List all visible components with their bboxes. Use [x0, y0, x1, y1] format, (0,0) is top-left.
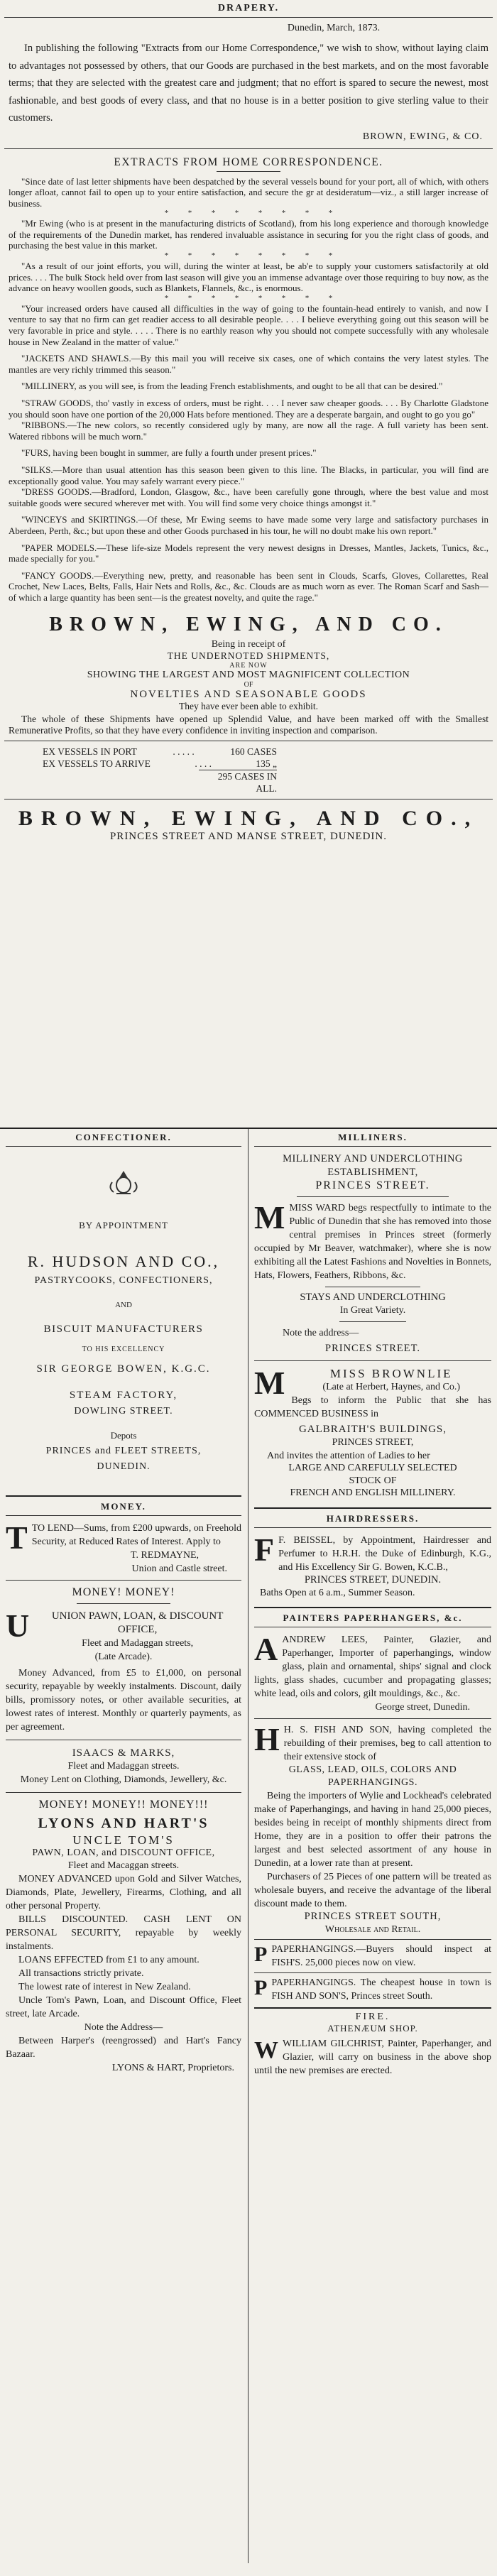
divider — [254, 1507, 491, 1509]
fish-text: H. S. FISH AND SON, having completed the rebuilding of their premises, beg to call attention to their extensive stock of — [283, 1725, 491, 1762]
large-stock: LARGE AND CAREFULLY SELECTED — [288, 1463, 457, 1473]
divider — [254, 1939, 491, 1940]
extract-paragraph: "As a result of our joint efforts, you will, during the winter at least, be ab'e to supply your customers satisfactorily at old prices. . . . The bulk Stock held over from last season will give you an immense advantage over those requiring to buy now, as the advance on heavy woollen goods, such as Blankets, Flannels, &c., is enormous. — [9, 261, 488, 294]
biscuit: BISCUIT MANUFACTURERS — [43, 1324, 204, 1335]
cases-dots: . . . . — [195, 758, 212, 769]
miss-ward-text: MISS WARD begs respectfully to intimate to the Public of Dunedin that she has removed into those central premises in Princes street (formerly occupied by Mr Beaver, watchmaker), where she is now exhibiting all the Latest Fashions and Novelties in Bonnets, Hats, Flowers, Feathers, Ribbons, &c. — [254, 1203, 492, 1281]
divider — [254, 2007, 491, 2009]
money-money: MONEY! MONEY! — [72, 1586, 175, 1598]
novelties: NOVELTIES AND SEASONABLE GOODS — [130, 688, 367, 700]
hairdressers-header: HAIRDRESSERS. — [326, 1513, 420, 1524]
dowling: DOWLING STREET. — [74, 1406, 173, 1417]
cases-label: EX VESSELS TO ARRIVE — [43, 758, 151, 769]
cases-total: 295 CASES IN ALL. — [199, 770, 277, 795]
cases-value: 160 CASES — [230, 746, 277, 757]
of: OF — [244, 680, 253, 689]
divider — [6, 1146, 241, 1147]
extract-paragraph: "JACKETS AND SHAWLS.—By this mail you will receive six cases, one of which contains the very latest styles. The mantles are very richly trimmed this season." — [9, 353, 488, 375]
governor: SIR GEORGE BOWEN, K.G.C. — [36, 1363, 211, 1375]
section-divider — [0, 1128, 497, 1129]
divider — [254, 1527, 491, 1528]
receipt-line: Being in receipt of — [211, 638, 286, 650]
divider — [6, 1792, 241, 1793]
dropcap: T — [6, 1519, 28, 1556]
firm-heading-large: BROWN, EWING, AND CO., — [18, 806, 479, 830]
extract-paragraph: "WINCEYS and SKIRTINGS.—Of these, Mr Ewing seems to have made some very large and satisfactory purchases in Aberdeen, Perth, &c.; but upon these and other Goods purchased in his tour, he will no doubt make his own report." — [9, 514, 488, 536]
cases-value: 135 „ — [256, 758, 277, 769]
opened-paragraph: The whole of these Shipments have opened up Splendid Value, and have been marked off with the Smallest Remunerative Profits, so that they have every confidence in inviting inspection and comparison. — [9, 713, 488, 736]
intro-paragraph: In publishing the following "Extracts from our Home Correspondence," we wish to show, without laying claim to advantages not possessed by others, that our Goods are purchased in the best markets, and on the most favorable terms; that they are selected with the greatest care and judgment; that no effort is spared to secure the newest, most fashionable, and best goods of every class, and that no house is in a better position to give sterling value to their customers. — [9, 43, 488, 124]
extract-paragraph: "STRAW GOODS, tho' vastly in excess of orders, must be right. . . . I never saw cheaper goods. . . . By Charlotte Gladstone you should soon have one portion of the 20,000 Hats before mentioned. They are a desperate bargain, and ought to go you go" — [9, 398, 488, 420]
bills: BILLS DISCOUNTED. CASH LENT ON PERSONAL SECURITY, repayable by weekly instalments. — [6, 1914, 241, 1952]
fish-notice — [254, 1723, 491, 1764]
extract-paragraph: "SILKS.—More than usual attention has this season been given to this line. The Blacks, in particular, you will find are exceptionally good value. You may safely warrant every piece." — [9, 464, 488, 486]
depot-city: DUNEDIN. — [97, 1461, 151, 1472]
isaacs-lent: Money Lent on Clothing, Diamonds, Jewellery, &c. — [20, 1774, 227, 1785]
lend-text: TO LEND—Sums, from £200 upwards, on Freehold Security, at Reduced Rates of Interest. Apply to — [31, 1523, 241, 1547]
union-title: UNION PAWN, LOAN, & DISCOUNT OFFICE, — [51, 1610, 224, 1635]
asterisks: * * * * * * * * — [164, 251, 333, 261]
dropcap: H — [254, 1721, 280, 1757]
paperhangings-text: PAPERHANGINGS.—Buyers should inspect at FISH'S. 25,000 pieces now on view. — [271, 1944, 491, 1968]
divider — [254, 1146, 491, 1147]
great-variety: In Great Variety. — [339, 1305, 406, 1316]
extract-paragraph: "FANCY GOODS.—Everything new, pretty, and reasonable has been sent in Clouds, Scarfs, Gloves, Collarettes, Real Crochet, New Laces, Belts, Falls, Hair Nets and Rolls, &c., &c. Clouds are as much worn as ever. The Roman Scarf and Sash—of which a large quantity has been sent—is the greatest novelty, and quite the rage." — [9, 569, 488, 603]
dropcap: P — [254, 1943, 268, 1966]
ever-shown: They have ever been able to exhibit. — [178, 700, 319, 711]
beissel-address: PRINCES STREET, DUNEDIN. — [304, 1574, 442, 1586]
brownlie-late: (Late at Herbert, Haynes, and Co.) — [322, 1382, 460, 1392]
athenaeum: ATHENÆUM SHOP. — [327, 2023, 418, 2034]
lees-text: ANDREW LEES, Painter, Glazier, and Paperhanger, Importer of paperhangings, window glass, plain and ornamental, ships' signal and clock lights, glass shades, cucumber and propagating glasses; white lead, oils and colors, gilt mouldings, &c., &c. — [254, 1634, 491, 1699]
advanced: MONEY ADVANCED upon Gold and Silver Watches, Diamonds, Plate, Jewellery, Firearms, Clothing, and all other personal Property. — [6, 1874, 241, 1911]
short-rule — [297, 1196, 449, 1197]
uncle-tom: UNCLE TOM'S — [72, 1833, 175, 1847]
divider — [254, 1718, 491, 1719]
extracts-body — [9, 176, 488, 604]
divider — [4, 17, 493, 18]
uncle-office: Uncle Tom's Pawn, Loan, and Discount Office, Fleet street, late Arcade. — [6, 1995, 241, 2019]
divider — [254, 1607, 491, 1608]
millinery-title: MILLINERY AND UNDERCLOTHING ESTABLISHMENT, — [283, 1153, 463, 1178]
invites: And invites the attention of Ladies to her — [267, 1451, 430, 1461]
firm-address: PRINCES STREET AND MANSE STREET, DUNEDIN. — [109, 830, 388, 842]
millinery-street: PRINCES STREET. — [315, 1179, 430, 1191]
dropcap: P — [254, 1976, 268, 1999]
loans: LOANS EFFECTED from £1 to any amount. — [18, 1955, 200, 1965]
showing: SHOWING THE LARGEST AND MOST MAGNIFICENT COLLECTION — [87, 669, 410, 680]
drapery-header: DRAPERY. — [217, 3, 280, 13]
note-address: Note the Address— — [84, 2022, 163, 2033]
isaacs-name: ISAACS & MARKS, — [72, 1747, 175, 1759]
trade: PASTRYCOOKS, CONFECTIONERS, — [34, 1275, 213, 1286]
galbraith: GALBRAITH'S BUILDINGS, — [298, 1424, 447, 1435]
wholesale: Wholesale and Retail. — [324, 1924, 421, 1935]
stays: STAYS AND UNDERCLOTHING — [300, 1292, 446, 1303]
signature: BROWN, EWING, & CO. — [362, 131, 483, 142]
firm-heading: BROWN, EWING, AND CO. — [49, 613, 448, 635]
and: AND — [115, 1301, 132, 1309]
note-address: Note the address— — [283, 1328, 359, 1338]
dropcap: M — [254, 1199, 285, 1235]
extracts-title: EXTRACTS FROM HOME CORRESPONDENCE. — [114, 155, 383, 168]
extract-paragraph: "Mr Ewing (who is at present in the manufacturing districts of Scotland), from his long experience and thorough knowledge of the requirements of the Dunedin market, has rendered invaluable assistance in securing for you the right class of goods, and purchasing the best value in this market. — [9, 218, 488, 251]
extract-paragraph: "RIBBONS.—The new colors, so recently considered ugly by many, are now all the rage. A full variety has been sent. Watered ribbons will be much worn." — [9, 420, 488, 442]
proprietors: LYONS & HART, Proprietors. — [111, 2063, 234, 2073]
princes-street: PRINCES STREET. — [325, 1343, 420, 1354]
royal-arms-icon — [6, 1168, 241, 1200]
dropcap: W — [254, 2037, 278, 2063]
confectioner-header: CONFECTIONER. — [75, 1132, 172, 1142]
undernoted: THE UNDERNOTED SHIPMENTS, — [167, 650, 330, 661]
cases-dots: . . . . . — [173, 746, 195, 757]
left-column — [6, 1132, 241, 2075]
miss-ward — [254, 1201, 491, 1282]
french-english: FRENCH AND ENGLISH MILLINERY. — [290, 1488, 456, 1498]
union-address: Fleet and Madaggan streets, — [82, 1638, 194, 1649]
depots: Depots — [110, 1430, 137, 1441]
short-rule — [77, 1603, 170, 1604]
extract-paragraph: "Your increased orders have caused all difficulties in the way of going to the fountain-head entirely to vanish, and now I venture to say that no firm can get readier access to all desirable people. . . . I believe everything going out this season will be very favorable in price and style. . . . . There is no earthly reason why you should not compete successfully with any wholesale house in New Zealand in the matter of value." — [9, 302, 488, 347]
between: Between Harper's (reengrossed) and Hart's Fancy Bazaar. — [6, 2036, 241, 2060]
divider — [6, 1495, 241, 1497]
baths: Baths Open at 6 a.m., Summer Season. — [260, 1588, 415, 1598]
lend-name: T. REDMAYNE, — [130, 1550, 199, 1561]
right-column — [254, 1132, 491, 2078]
paperhangings-cheapest — [254, 1976, 491, 2003]
painters-header: PAINTERS PAPERHANGERS, &c. — [283, 1612, 463, 1623]
fire-header: FIRE. — [355, 2012, 390, 2022]
dropcap: U — [6, 1608, 30, 1644]
beissel-notice — [254, 1534, 491, 1574]
princes-south: PRINCES STREET SOUTH, — [304, 1911, 442, 1922]
cases-row — [43, 758, 277, 770]
fish-body: Being the importers of Wylie and Lockhead's celebrated make of Paperhangings, and having in hand 25,000 pieces, besides being in receipt of monthly shipments direct from Home, they are in a position to offer their patrons the largest and best selected assortment of any house in Dunedin, at a lower rate than at present. — [254, 1791, 491, 1869]
isaacs-address: Fleet and Madaggan streets. — [67, 1761, 180, 1772]
appointment: BY APPOINTMENT — [79, 1220, 168, 1230]
are-now: ARE NOW — [229, 661, 268, 670]
money-triple: MONEY! MONEY!! MONEY!!! — [38, 1799, 209, 1811]
asterisks: * * * * * * * * — [164, 293, 333, 302]
to-his: TO HIS EXCELLENCY — [82, 1346, 165, 1353]
confidence: All transactions strictly private. — [18, 1968, 144, 1979]
union-late: (Late Arcade). — [94, 1652, 153, 1662]
steam-factory: STEAM FACTORY, — [69, 1390, 178, 1401]
pawn-office: PAWN, LOAN, and DISCOUNT OFFICE, — [32, 1848, 215, 1858]
divider — [6, 1580, 241, 1581]
brownlie-begs: Begs to inform the Public that she has COMMENCED BUSINESS in — [254, 1395, 491, 1419]
cases-row — [43, 746, 277, 758]
divider — [254, 1972, 491, 1973]
extract-paragraph: "PAPER MODELS.—These life-size Models represent the very newest designs in Dresses, Mantles, Jackets, Tunics, &c., made specially for you." — [9, 542, 488, 564]
union-body: Money Advanced, from £5 to £1,000, on personal security, repayable by weekly instalments. Discount, daily bills, promissory notes, or other available securities, at lowest rates of interest. Monthly or quarterly payments, as per agreement. — [6, 1668, 241, 1732]
extract-paragraph: "FURS, having been bought in summer, are fully a fourth under present prices." — [21, 447, 317, 459]
dropcap: M — [254, 1365, 288, 1401]
dropcap: A — [254, 1631, 278, 1667]
dateline: Dunedin, March, 1873. — [287, 23, 381, 33]
hudson-name: R. HUDSON AND CO., — [27, 1252, 220, 1270]
princes-street: PRINCES STREET, — [332, 1437, 414, 1448]
brownlie-name: MISS BROWNLIE — [329, 1367, 453, 1380]
short-rule — [339, 1321, 406, 1322]
gilchrist-notice — [254, 2037, 491, 2078]
lees-address: George street, Dunedin. — [375, 1702, 470, 1713]
fleet-address: Fleet and Macaggan streets. — [67, 1860, 180, 1871]
lyons-hart: LYONS AND HART'S — [38, 1816, 209, 1831]
glass-lead: GLASS, LEAD, OILS, COLORS AND PAPERHANGINGS. — [288, 1764, 457, 1788]
lees-notice — [254, 1633, 491, 1701]
extract-paragraph: "Since date of last letter shipments have been despatched by the several vessels bound for your port, all of which, with others longer afloat, cannot fail to open up to your entire satisfaction, and secure the gr at desideratum—viz., a still larger increase of business. — [9, 175, 488, 209]
divider — [254, 1360, 491, 1361]
drapery-section — [0, 3, 497, 843]
asterisks: * * * * * * * * — [164, 209, 333, 218]
gilchrist-text: WILLIAM GILCHRIST, Painter, Paperhanger, and Glazier, will carry on business in the above shop until the new premises are erected. — [254, 2039, 491, 2076]
lowest-rate: The lowest rate of interest in New Zealand. — [18, 1982, 191, 1992]
stock-of: STOCK OF — [349, 1475, 397, 1486]
cases-label: EX VESSELS IN PORT — [43, 746, 137, 757]
divider — [6, 1515, 241, 1516]
extract-paragraph: "DRESS GOODS.—Bradford, London, Glasgow, &c., have been carefully gone through, where the best value and most suitable goods were secured wherever met with. You will find some very choice things amongst it." — [9, 486, 488, 508]
short-rule — [217, 171, 280, 172]
cases-table — [43, 746, 277, 795]
paperhangings-notice — [254, 1943, 491, 1970]
divider — [4, 148, 493, 149]
depot-streets: PRINCES and FLEET STREETS, — [45, 1446, 202, 1456]
paperhangings-cheapest-text: PAPERHANGINGS. The cheapest house in town is FISH AND SON'S, Princes street South. — [271, 1977, 491, 2002]
dropcap: F — [254, 1532, 275, 1568]
milliners-header: MILLINERS. — [338, 1132, 408, 1142]
extract-paragraph: "MILLINERY, as you will see, is from the leading French establishments, and ought to be all that can be desired." — [21, 381, 443, 392]
lend-address: Union and Castle street. — [131, 1563, 227, 1574]
money-header: MONEY. — [101, 1501, 146, 1512]
purchasers: Purchasers of 25 Pieces of one pattern will be treated as wholesale buyers, and receive the advantage of the liberal discount made to them. — [254, 1872, 491, 1909]
beissel-text: F. BEISSEL, by Appointment, Hairdresser and Perfumer to H.R.H. the Duke of Edinburgh, K.G., and His Excellency Sir G. Bowen, K.C.B., — [278, 1535, 491, 1573]
